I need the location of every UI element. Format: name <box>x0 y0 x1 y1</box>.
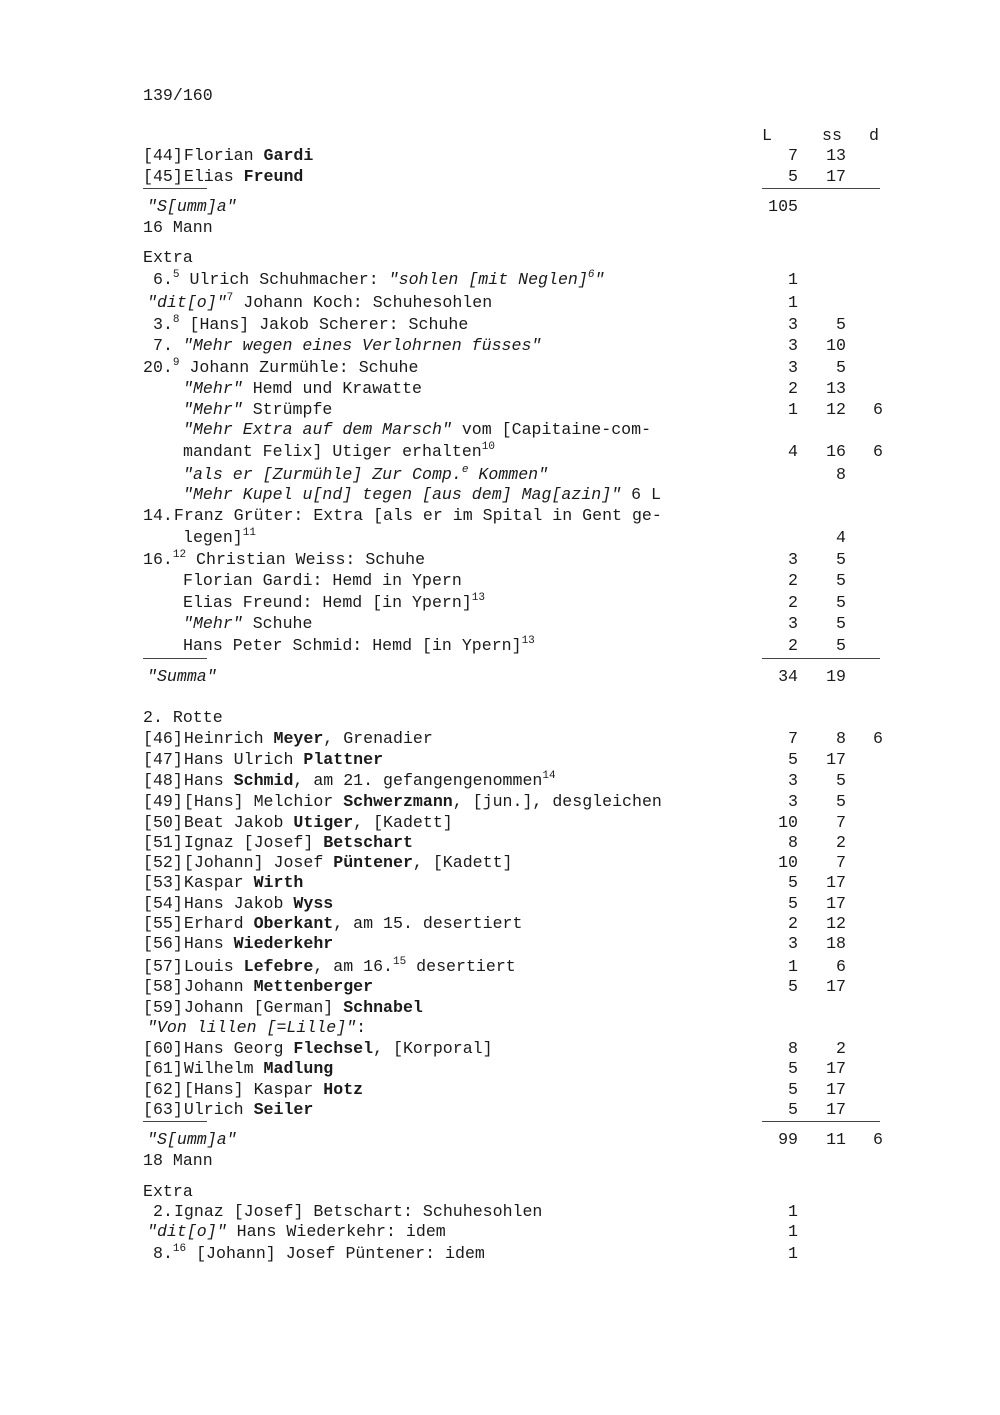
row-text: 20.$^9$ Johann Zurmühle: Schuhe <box>143 357 419 377</box>
amount-livres: 34 <box>778 667 798 686</box>
amount-livres: 7 <box>788 729 798 748</box>
amount-livres: 1 <box>788 957 798 976</box>
amount-livres: 8 <box>788 833 798 852</box>
ledger-row <box>143 399 883 421</box>
amount-sols: 17 <box>826 167 846 186</box>
amount-deniers: 6 <box>873 442 883 461</box>
sum-rule-left <box>143 1121 207 1122</box>
amount-sols: 6 <box>836 957 846 976</box>
amount-livres: 3 <box>788 315 798 334</box>
amount-livres: 3 <box>788 550 798 569</box>
ledger-row <box>143 749 883 771</box>
ledger-row <box>143 1058 883 1080</box>
ledger-row <box>143 314 883 336</box>
row-text: "dit[o]"$^7$ Johann Koch: Schuhesohlen <box>147 292 493 312</box>
ledger-row <box>143 933 883 955</box>
amount-sols: 5 <box>836 315 846 334</box>
ledger-row <box>143 592 883 614</box>
ledger-row <box>143 145 883 167</box>
ledger-row <box>143 505 883 527</box>
ledger-row <box>143 292 883 314</box>
amount-sols: 17 <box>826 1100 846 1119</box>
amount-sols: 5 <box>836 550 846 569</box>
row-text: "Mehr" Strümpfe <box>183 400 333 419</box>
amount-livres: 105 <box>768 197 798 216</box>
row-text: "S[umm]a" <box>147 197 237 216</box>
amount-livres: 5 <box>788 1100 798 1119</box>
row-text: "Mehr" Hemd und Krawatte <box>183 379 422 398</box>
row-text: 16 Mann <box>143 218 213 237</box>
sum-rule-left <box>143 188 207 189</box>
ledger-row <box>143 1129 883 1151</box>
ledger-row <box>143 913 883 935</box>
amount-livres: 1 <box>788 1202 798 1221</box>
amount-livres: 1 <box>788 1244 798 1263</box>
amount-livres: 3 <box>788 792 798 811</box>
amount-livres: 7 <box>788 146 798 165</box>
row-text: 6.$^5$ Ulrich Schuhmacher: "sohlen [mit Neglen]$^6$" <box>153 269 605 289</box>
row-text: "Von lillen [=Lille]": <box>147 1018 367 1037</box>
amount-sols: 2 <box>836 1039 846 1058</box>
amount-sols: 5 <box>836 636 846 655</box>
amount-sols: 7 <box>836 853 846 872</box>
ledger-row <box>143 666 883 688</box>
amount-livres: 5 <box>788 750 798 769</box>
amount-sols: 8 <box>836 465 846 484</box>
amount-sols: 7 <box>836 813 846 832</box>
row-text: "dit[o]" Hans Wiederkehr: idem <box>147 1222 446 1241</box>
sum-rule-left <box>143 658 207 659</box>
amount-sols: 5 <box>836 792 846 811</box>
ledger-row <box>143 893 883 915</box>
row-text: Extra <box>143 1182 193 1201</box>
ledger-row <box>143 247 883 269</box>
amount-sols: 17 <box>826 894 846 913</box>
amount-sols: 19 <box>826 667 846 686</box>
row-text: 8.16 [Johann] Josef Püntener: idem <box>153 1243 485 1263</box>
row-text: 2. Rotte <box>143 708 223 727</box>
row-text: [54] Hans Jakob Wyss <box>143 894 334 913</box>
amount-livres: 10 <box>778 853 798 872</box>
amount-sols: 17 <box>826 977 846 996</box>
column-header-d: d <box>869 126 879 145</box>
row-text: "Mehr Kupel u[nd] tegen [aus dem] Mag[azin]" 6 L <box>183 485 661 504</box>
ledger-row <box>143 812 883 834</box>
amount-livres: 2 <box>788 379 798 398</box>
amount-livres: 5 <box>788 167 798 186</box>
amount-sols: 12 <box>826 914 846 933</box>
ledger-row <box>143 378 883 400</box>
ledger-row <box>143 1201 883 1223</box>
amount-livres: 4 <box>788 442 798 461</box>
amount-sols: 13 <box>826 146 846 165</box>
amount-livres: 2 <box>788 571 798 590</box>
amount-livres: 2 <box>788 914 798 933</box>
amount-livres: 1 <box>788 1222 798 1241</box>
row-text: legen]$^{11}$ <box>183 527 256 547</box>
amount-livres: 2 <box>788 593 798 612</box>
row-text: [60] Hans Georg Flechsel, [Korporal] <box>143 1039 493 1058</box>
amount-sols: 10 <box>826 336 846 355</box>
amount-sols: 5 <box>836 593 846 612</box>
row-text: [51] Ignaz [Josef] Betschart <box>143 833 413 852</box>
column-header-l: L <box>762 126 772 145</box>
amount-sols: 2 <box>836 833 846 852</box>
row-text: [56] Hans Wiederkehr <box>143 934 334 953</box>
row-text: "Mehr Extra auf dem Marsch" vom [Capitaine-com- <box>183 420 652 439</box>
ledger-row <box>143 196 883 218</box>
sum-rule-right <box>762 1121 880 1122</box>
row-text: 18 Mann <box>143 1151 213 1170</box>
row-text: [58] Johann Mettenberger <box>143 977 374 996</box>
ledger-row <box>143 549 883 571</box>
ledger-row <box>143 217 883 239</box>
amount-sols: 17 <box>826 1080 846 1099</box>
row-text: [63] Ulrich Seiler <box>143 1100 314 1119</box>
amount-sols: 4 <box>836 528 846 547</box>
ledger-row <box>143 335 883 357</box>
ledger-row <box>143 527 883 549</box>
row-text: "S[umm]a" <box>147 1130 237 1149</box>
amount-livres: 1 <box>788 293 798 312</box>
ledger-row <box>143 832 883 854</box>
amount-livres: 1 <box>788 270 798 289</box>
ledger-row <box>143 166 883 188</box>
row-text: [45] Elias Freund <box>143 167 304 186</box>
ledger-row <box>143 484 883 506</box>
row-text: 3.$^8$ [Hans] Jakob Scherer: Schuhe <box>153 314 469 334</box>
row-text: Florian Gardi: Hemd in Ypern <box>183 571 462 590</box>
ledger-row <box>143 956 883 978</box>
row-text: 14. Franz Grüter: Extra [als er im Spital in Gent ge- <box>143 506 662 525</box>
ledger-row <box>143 1099 883 1121</box>
row-text: [46] Heinrich Meyer, Grenadier <box>143 729 433 748</box>
ledger-row <box>143 770 883 792</box>
amount-sols: 16 <box>826 442 846 461</box>
ledger-row <box>143 728 883 750</box>
ledger-row <box>143 872 883 894</box>
amount-livres: 3 <box>788 336 798 355</box>
amount-sols: 17 <box>826 1059 846 1078</box>
row-text: "als er [Zurmühle] Zur Comp.$^e$ Kommen" <box>183 464 549 484</box>
amount-sols: 18 <box>826 934 846 953</box>
amount-deniers: 6 <box>873 400 883 419</box>
row-text: [52] [Johann] Josef Püntener, [Kadett] <box>143 853 513 872</box>
amount-deniers: 6 <box>873 729 883 748</box>
sum-rule-right <box>762 658 880 659</box>
amount-livres: 10 <box>778 813 798 832</box>
amount-livres: 3 <box>788 614 798 633</box>
row-text: Extra <box>143 248 193 267</box>
ledger-row <box>143 635 883 657</box>
row-text: [49] [Hans] Melchior Schwerzmann, [jun.], desgleichen <box>143 792 662 811</box>
ledger-row <box>143 570 883 592</box>
amount-livres: 3 <box>788 358 798 377</box>
ledger-row <box>143 613 883 635</box>
row-text: "Summa" <box>147 667 217 686</box>
row-text: [47] Hans Ulrich Plattner <box>143 750 384 769</box>
ledger-row <box>143 707 883 729</box>
amount-sols: 5 <box>836 358 846 377</box>
ledger-row <box>143 1150 883 1172</box>
row-text: [48] Hans Schmid, am 21. gefangengenommen$^{14}$ <box>143 770 556 790</box>
amount-livres: 3 <box>788 771 798 790</box>
ledger-row <box>143 441 883 463</box>
ledger-row <box>143 1038 883 1060</box>
amount-sols: 17 <box>826 873 846 892</box>
row-text: [55] Erhard Oberkant, am 15. desertiert <box>143 914 523 933</box>
row-text: mandant Felix] Utiger erhalten$^{10}$ <box>183 441 495 461</box>
page-number: 139/160 <box>143 86 213 105</box>
amount-sols: 11 <box>826 1130 846 1149</box>
row-text: [61] Wilhelm Madlung <box>143 1059 334 1078</box>
ledger-row <box>143 1017 883 1039</box>
amount-sols: 13 <box>826 379 846 398</box>
amount-livres: 5 <box>788 873 798 892</box>
ledger-row <box>143 269 883 291</box>
amount-sols: 8 <box>836 729 846 748</box>
amount-livres: 2 <box>788 636 798 655</box>
row-text: [44] Florian Gardi <box>143 146 314 165</box>
amount-livres: 5 <box>788 977 798 996</box>
row-text: Hans Peter Schmid: Hemd [in Ypern]$^{13}$ <box>183 635 535 655</box>
ledger-row <box>143 1221 883 1243</box>
ledger-row <box>143 997 883 1019</box>
row-text: 7. "Mehr wegen eines Verlohrnen füsses" <box>153 336 542 355</box>
sum-rule-right <box>762 188 880 189</box>
amount-sols: 5 <box>836 614 846 633</box>
amount-sols: 17 <box>826 750 846 769</box>
amount-deniers: 6 <box>873 1130 883 1149</box>
row-text: [59] Johann [German] Schnabel <box>143 998 423 1017</box>
ledger-row <box>143 852 883 874</box>
ledger-row <box>143 357 883 379</box>
amount-livres: 1 <box>788 400 798 419</box>
row-text: Elias Freund: Hemd [in Ypern]$^{13}$ <box>183 592 485 612</box>
row-text: 16.12 Christian Weiss: Schuhe <box>143 549 426 569</box>
row-text: [57] Louis Lefebre, am 16.15 desertiert <box>143 956 516 976</box>
amount-livres: 3 <box>788 934 798 953</box>
column-header-row <box>143 125 883 147</box>
ledger-row <box>143 419 883 441</box>
amount-livres: 8 <box>788 1039 798 1058</box>
amount-sols: 5 <box>836 571 846 590</box>
ledger-row <box>143 1181 883 1203</box>
ledger-row <box>143 1243 883 1265</box>
row-text: [53] Kaspar Wirth <box>143 873 304 892</box>
amount-sols: 12 <box>826 400 846 419</box>
column-header-ss: ss <box>822 126 842 145</box>
ledger-row <box>143 464 883 486</box>
row-text: "Mehr" Schuhe <box>183 614 313 633</box>
ledger-row <box>143 976 883 998</box>
amount-livres: 99 <box>778 1130 798 1149</box>
amount-livres: 5 <box>788 894 798 913</box>
amount-sols: 5 <box>836 771 846 790</box>
ledger-row <box>143 791 883 813</box>
amount-livres: 5 <box>788 1080 798 1099</box>
row-text: [62] [Hans] Kaspar Hotz <box>143 1080 364 1099</box>
row-text: [50] Beat Jakob Utiger, [Kadett] <box>143 813 453 832</box>
amount-livres: 5 <box>788 1059 798 1078</box>
row-text: 2. Ignaz [Josef] Betschart: Schuhesohlen <box>153 1202 543 1221</box>
ledger-row <box>143 1079 883 1101</box>
